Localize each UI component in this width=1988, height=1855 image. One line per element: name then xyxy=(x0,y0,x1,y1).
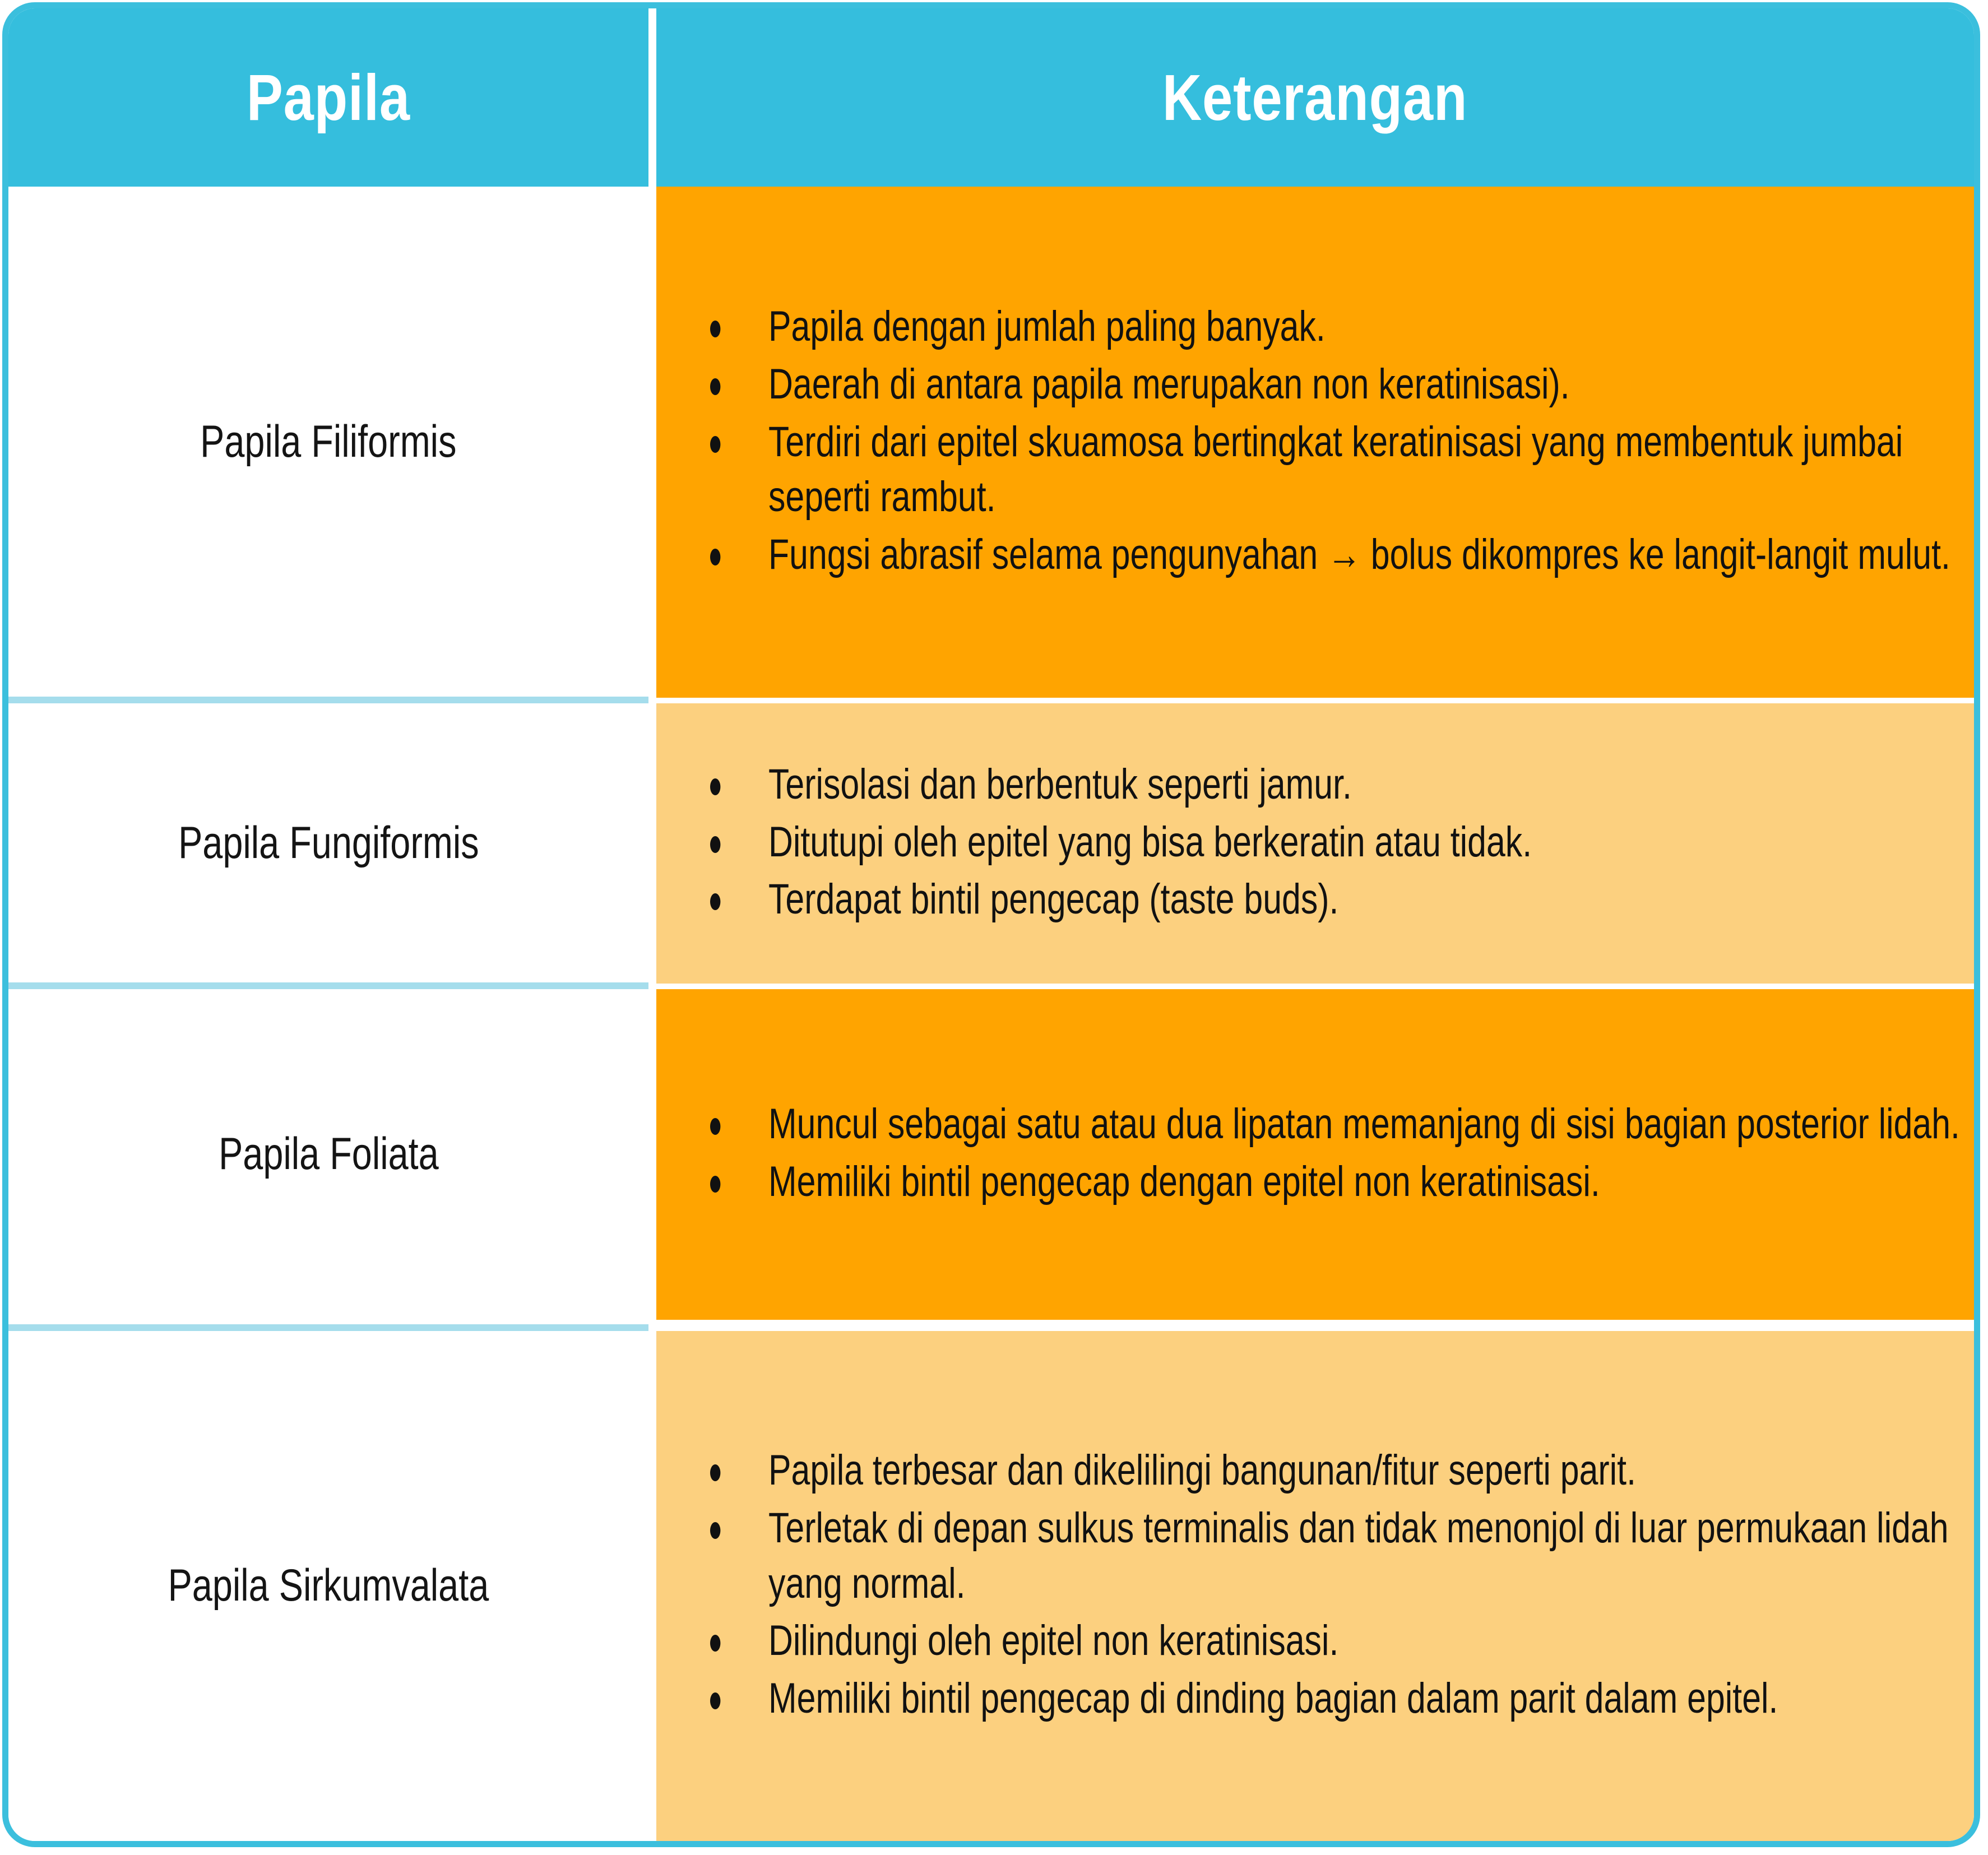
table-header-cell-keterangan xyxy=(656,8,1974,187)
list-item: Memiliki bintil pengecap di dinding bagian dalam parit dalam epitel. xyxy=(656,1671,1980,1727)
table-row-description-cell xyxy=(656,187,1974,698)
table-row-name-cell xyxy=(8,989,648,1320)
list-item: Fungsi abrasif selama pengunyahan → bolus dikompres ke langit-langit mulut. xyxy=(656,527,1980,583)
description-bullet-list xyxy=(656,1097,1960,1212)
list-item: Papila terbesar dan dikelilingi bangunan/fitur seperti parit. xyxy=(656,1443,1980,1499)
table-row-description-cell xyxy=(656,1331,1974,1841)
list-item: Terdiri dari epitel skuamosa bertingkat keratinisasi yang membentuk jumbai seperti rambut. xyxy=(656,415,1980,526)
list-item: Daerah di antara papila merupakan non keratinisasi). xyxy=(656,357,1980,412)
table-row-description-cell xyxy=(656,989,1974,1320)
table-header-cell-papila xyxy=(8,8,648,187)
list-item: Ditutupi oleh epitel yang bisa berkeratin atau tidak. xyxy=(656,815,1980,870)
papila-name-label: Papila Filiformis xyxy=(200,416,457,467)
table-row-name-cell xyxy=(8,1331,648,1841)
list-item: Terdapat bintil pengecap (taste buds). xyxy=(656,872,1980,928)
list-item: Terletak di depan sulkus terminalis dan tidak menonjol di luar permukaan lidah yang normal. xyxy=(656,1501,1980,1612)
list-item: Memiliki bintil pengecap dengan epitel non keratinisasi. xyxy=(656,1154,1980,1210)
header-label-papila: Papila xyxy=(246,61,411,134)
table-row-name-cell xyxy=(8,703,648,984)
header-label-keterangan: Keterangan xyxy=(1162,61,1468,134)
description-bullet-list xyxy=(656,1443,1952,1729)
description-bullet-list xyxy=(656,299,1952,585)
list-item: Muncul sebagai satu atau dua lipatan memanjang di sisi bagian posterior lidah. xyxy=(656,1097,1980,1152)
table-grid xyxy=(8,8,1974,1841)
papila-name-label: Papila Fungiformis xyxy=(178,818,479,869)
table-row-name-cell xyxy=(8,187,648,698)
table-row-description-cell xyxy=(656,703,1974,984)
papila-name-label: Papila Sirkumvalata xyxy=(168,1560,489,1611)
list-item: Terisolasi dan berbentuk seperti jamur. xyxy=(656,757,1980,813)
papila-name-label: Papila Foliata xyxy=(218,1129,439,1180)
papila-table xyxy=(2,2,1980,1847)
list-item: Papila dengan jumlah paling banyak. xyxy=(656,299,1980,355)
description-bullet-list xyxy=(656,757,1952,930)
list-item: Dilindungi oleh epitel non keratinisasi. xyxy=(656,1613,1980,1669)
